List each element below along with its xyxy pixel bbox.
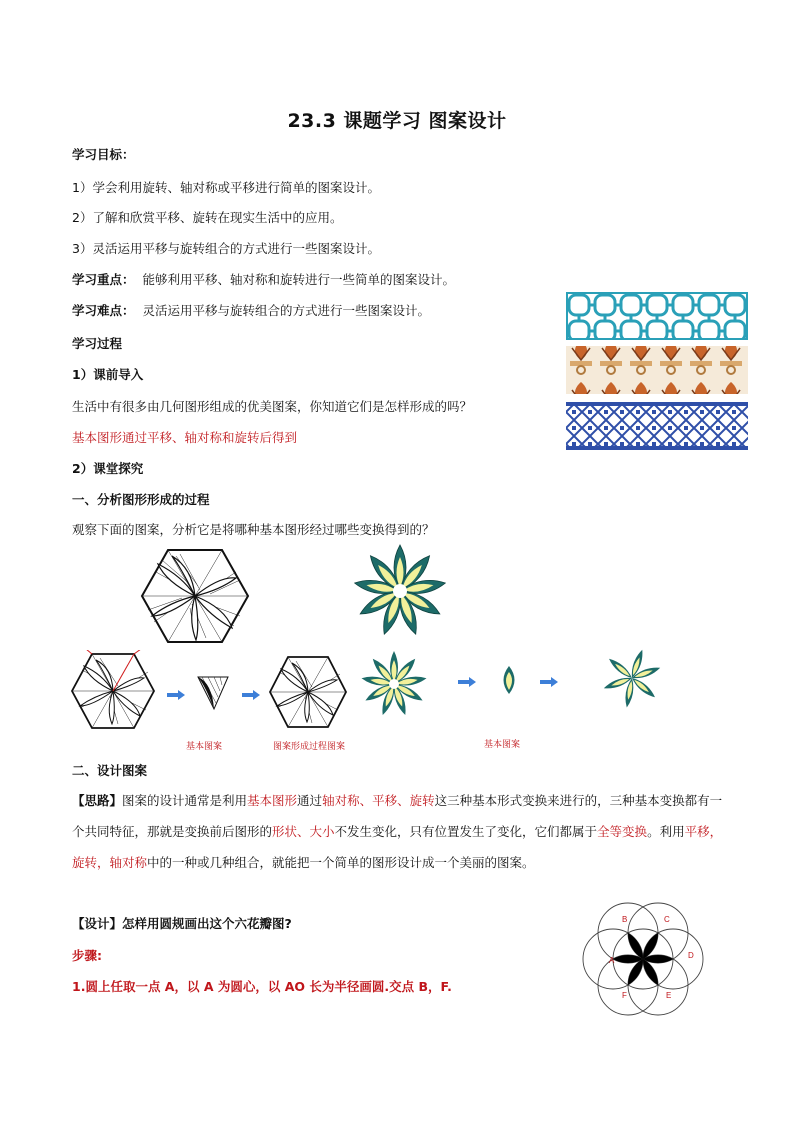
difficulty-text: 灵活运用平移与旋转组合的方式进行一些图案设计。	[142, 303, 430, 318]
flower-pattern-large	[352, 543, 448, 639]
key-point-label: 学习重点：	[72, 272, 135, 287]
objective-item: 1）学会利用旋转、轴对称或平移进行简单的图案设计。	[72, 180, 380, 195]
difficulty-label: 学习难点：	[72, 303, 135, 318]
page-title: 23.3 课题学习 图案设计	[287, 110, 507, 132]
idea-highlight: 轴对称、平移、旋转	[322, 793, 435, 808]
idea-text: 这三种基本形式变换来进行的，三种基本变换都有一个共同特征，那就是变换前后图形的	[72, 793, 723, 839]
difficulty	[72, 301, 430, 319]
idea-text: 中的一种或几种组合，就能把一个简单的图形设计成一个美丽的图案。	[147, 855, 535, 870]
idea-text: 不发生变化，只有位置发生了变化，它们都属于	[334, 824, 598, 839]
intro-question: 生活中有很多由几何图形组成的优美图案，你知道它们是怎样形成的吗？	[72, 399, 473, 414]
idea-highlight: 基本图形	[247, 793, 298, 808]
caption-basic-pattern-2: 基本图案	[484, 740, 521, 750]
step-1: 1.圆上任取一点 A，以 A 为圆心，以 AO 长为半径画圆.交点 B，F.	[72, 979, 452, 994]
idea-text: 图案的设计通常是利用	[122, 793, 248, 808]
design-label: 【设计】怎样用圆规画出这个六花瓣图?	[72, 916, 292, 931]
circle-label-f: F	[622, 991, 627, 1000]
caption-process-pattern: 图案形成过程图案	[273, 742, 346, 752]
caption-basic-pattern: 基本图案	[186, 742, 223, 752]
objective-item: 3）灵活运用平移与旋转组合的方式进行一些图案设计。	[72, 241, 380, 256]
idea-text: 。利用	[647, 824, 685, 839]
flower-pattern-small	[360, 650, 428, 718]
objective-item: 2）了解和欣赏平移、旋转在现实生活中的应用。	[72, 210, 343, 225]
arrow-icon	[242, 690, 260, 700]
key-point-text: 能够利用平移、轴对称和旋转进行一些简单的图案设计。	[142, 272, 455, 287]
idea-highlight: 全等变换	[597, 824, 648, 839]
circle-label-c: C	[664, 915, 670, 924]
idea-highlight: 形状、大小	[272, 824, 335, 839]
intro-label: 1）课前导入	[72, 367, 144, 382]
arrow-icon	[458, 677, 476, 687]
circle-label-d: D	[688, 951, 694, 960]
flower-pattern-partial	[600, 646, 664, 710]
key-point	[72, 270, 455, 288]
steps-label: 步骤:	[72, 948, 102, 963]
hexagon-pattern-annotated	[70, 650, 156, 732]
pattern-bands-image	[566, 292, 748, 452]
six-petal-figure	[580, 900, 706, 1018]
idea-tag: 【思路】	[72, 793, 123, 808]
circle-label-a: A	[609, 956, 615, 965]
hexagon-pattern-large	[140, 546, 250, 646]
section2-title: 二、设计图案	[72, 763, 148, 778]
hexagon-pattern-process	[268, 654, 348, 730]
basic-shape-petal	[498, 664, 520, 696]
circle-label-e: E	[666, 991, 672, 1000]
intro-answer: 基本图形通过平移、轴对称和旋转后得到	[72, 430, 298, 445]
basic-shape-wedge	[194, 673, 232, 713]
objectives-label: 学习目标：	[72, 147, 135, 162]
idea-paragraph	[72, 785, 732, 878]
process-label: 学习过程	[72, 336, 123, 351]
section1-question: 观察下面的图案，分析它是将哪种基本图形经过哪些变换得到的？	[72, 522, 435, 537]
circle-label-b: B	[622, 915, 628, 924]
arrow-icon	[540, 677, 558, 687]
arrow-icon	[167, 690, 185, 700]
idea-highlight: 平移，旋转，轴对称	[72, 824, 723, 870]
explore-label: 2）课堂探究	[72, 461, 144, 476]
idea-text: 通过	[297, 793, 323, 808]
section1-title: 一、分析图形形成的过程	[72, 492, 210, 507]
